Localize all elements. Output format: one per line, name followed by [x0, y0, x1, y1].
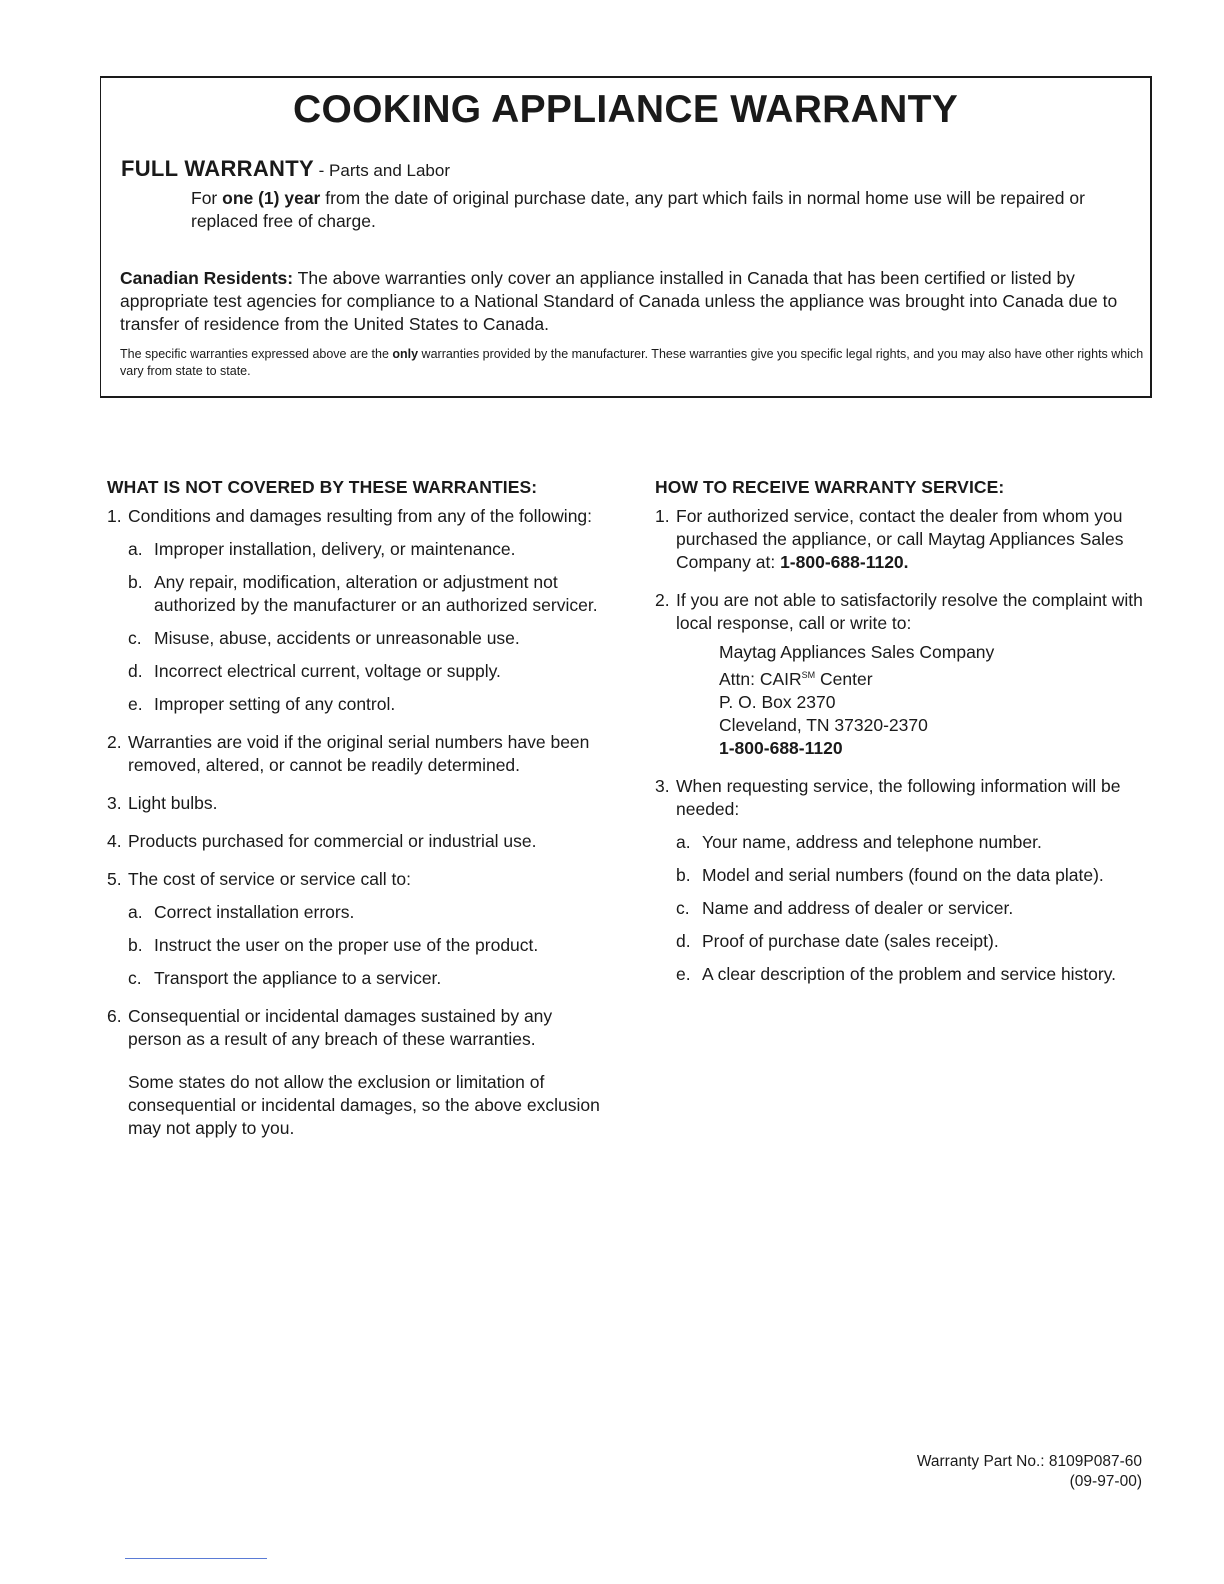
item-text: Warranties are void if the original serial numbers have been removed, altered, or cannot be readily determined. — [128, 732, 590, 775]
sub-text: Misuse, abuse, accidents or unreasonable use. — [154, 628, 520, 648]
sub-letter: c. — [128, 628, 142, 648]
sub-text: Any repair, modification, alteration or adjustment not authorized by the manufacturer or an authorized servicer. — [154, 572, 598, 615]
service-item1-text: For authorized service, contact the dealer from whom you purchased the appliance, or call Maytag Appliances Sales Company at: — [676, 506, 1124, 572]
canadian-text: The above warranties only cover an appliance installed in Canada that has been certified or listed by appropriate test agencies for compliance to a National Standard of Canada unless the appliance was brought into Canada due to transfer of residence from the United States to Canada. — [120, 268, 1118, 334]
full-warranty-description — [191, 187, 1121, 233]
list-item — [107, 868, 607, 990]
mailing-address — [676, 641, 1155, 760]
list-item — [107, 1005, 607, 1051]
sub-text: Incorrect electrical current, voltage or supply. — [154, 661, 501, 681]
sub-text: Your name, address and telephone number. — [702, 831, 1042, 852]
divider — [125, 1558, 267, 1559]
address-line: Maytag Appliances Sales Company — [719, 642, 995, 662]
address-line: P. O. Box 2370 — [719, 691, 836, 712]
sub-letter: b. — [128, 935, 143, 955]
sub-letter: c. — [128, 968, 142, 988]
item-number: 1. — [107, 506, 122, 526]
warranty-service-section — [655, 476, 1155, 1001]
sub-item — [676, 930, 1155, 953]
fine-pre: The specific warranties expressed above are the — [120, 347, 393, 361]
not-covered-section — [107, 476, 607, 1140]
fine-bold: only — [392, 347, 419, 361]
item-text: Consequential or incidental damages sustained by any person as a result of any breach of these warranties. — [128, 1006, 553, 1049]
item-text: When requesting service, the following information will be needed: — [676, 775, 1121, 819]
full-desc-bold: one (1) year — [222, 188, 321, 208]
sub-letter: d. — [128, 661, 143, 681]
full-warranty-label: FULL WARRANTY — [121, 156, 314, 181]
sub-text: Model and serial numbers (found on the data plate). — [702, 864, 1104, 885]
list-item — [655, 589, 1155, 760]
sub-letter: e. — [676, 963, 691, 984]
list-item — [655, 775, 1155, 986]
item-text: If you are not able to satisfactorily resolve the complaint with local response, call or write to: — [676, 590, 1143, 633]
sub-item — [676, 864, 1155, 887]
list-item — [107, 731, 607, 777]
list-item — [655, 505, 1155, 574]
canadian-label: Canadian Residents: — [120, 268, 294, 288]
full-desc-post: from the date of original purchase date, any part which fails in normal home use will be repaired or replaced free of charge. — [191, 188, 1085, 231]
service-phone: 1-800-688-1120. — [780, 552, 909, 572]
item-number: 3. — [655, 775, 670, 796]
sub-item — [128, 901, 607, 924]
sub-letter: b. — [676, 864, 691, 885]
sub-text: Instruct the user on the proper use of the product. — [154, 935, 539, 955]
sub-text: A clear description of the problem and service history. — [702, 963, 1117, 984]
address-line — [719, 664, 1155, 691]
full-warranty-sub: - Parts and Labor — [313, 161, 450, 180]
fine-print — [120, 346, 1145, 380]
list-item — [107, 830, 607, 853]
attn-post: Center — [815, 668, 873, 689]
sub-letter: a. — [676, 831, 691, 852]
item-text: The cost of service or service call to: — [128, 869, 412, 889]
sub-letter: a. — [128, 902, 143, 922]
not-covered-heading: WHAT IS NOT COVERED BY THESE WARRANTIES: — [107, 477, 538, 497]
sub-item — [128, 934, 607, 957]
page-title: COOKING APPLIANCE WARRANTY — [292, 88, 959, 131]
list-item — [107, 792, 607, 815]
sub-letter: a. — [128, 539, 143, 559]
canadian-residents-paragraph — [120, 267, 1140, 336]
sub-item — [676, 831, 1155, 854]
sub-item — [676, 963, 1155, 986]
item-number: 4. — [107, 831, 122, 851]
sub-text: Improper setting of any control. — [154, 694, 396, 714]
service-mark: SM — [801, 670, 816, 680]
item-text: Light bulbs. — [128, 793, 218, 813]
address-phone: 1-800-688-1120 — [719, 737, 843, 758]
sub-letter: d. — [676, 930, 691, 951]
service-heading: HOW TO RECEIVE WARRANTY SERVICE: — [655, 477, 1005, 497]
sub-item — [128, 660, 607, 683]
sub-text: Improper installation, delivery, or maintenance. — [154, 539, 516, 559]
list-item — [107, 505, 607, 716]
address-line: Cleveland, TN 37320-2370 — [719, 714, 928, 735]
state-exclusion-note: Some states do not allow the exclusion or limitation of consequential or incidental damages, so the above exclusion may not apply to you. — [128, 1072, 600, 1138]
sub-text: Proof of purchase date (sales receipt). — [702, 930, 999, 951]
sub-item — [128, 627, 607, 650]
sub-text: Transport the appliance to a servicer. — [154, 968, 442, 988]
item-text — [676, 505, 1155, 574]
item-number: 2. — [655, 590, 670, 610]
sub-item — [128, 967, 607, 990]
sub-item — [128, 693, 607, 716]
sub-item — [676, 897, 1155, 920]
full-warranty-line — [121, 156, 450, 182]
footer — [917, 1452, 1142, 1492]
sub-item — [128, 571, 607, 617]
item-number: 6. — [107, 1006, 122, 1026]
item-number: 5. — [107, 869, 122, 889]
attn-pre: Attn: CAIR — [719, 668, 802, 689]
item-text: Products purchased for commercial or industrial use. — [128, 831, 537, 851]
item-number: 1. — [655, 506, 670, 526]
item-text: Conditions and damages resulting from any of the following: — [128, 506, 593, 526]
sub-letter: e. — [128, 694, 143, 714]
sub-text: Name and address of dealer or servicer. — [702, 897, 1014, 918]
item-number: 3. — [107, 793, 122, 813]
warranty-part-number: Warranty Part No.: 8109P087-60 — [916, 1453, 1142, 1470]
sub-letter: b. — [128, 572, 143, 592]
item-number: 2. — [107, 732, 122, 752]
full-desc-pre: For — [191, 188, 223, 208]
warranty-box — [100, 76, 1152, 398]
sub-text: Correct installation errors. — [154, 902, 355, 922]
sub-letter: c. — [676, 897, 690, 918]
date-code: (09-97-00) — [1069, 1473, 1142, 1490]
fine-post: warranties provided by the manufacturer. These warranties give you specific legal rights, and you may also have other rights which vary from state to state. — [120, 347, 1144, 378]
sub-item — [128, 538, 607, 561]
